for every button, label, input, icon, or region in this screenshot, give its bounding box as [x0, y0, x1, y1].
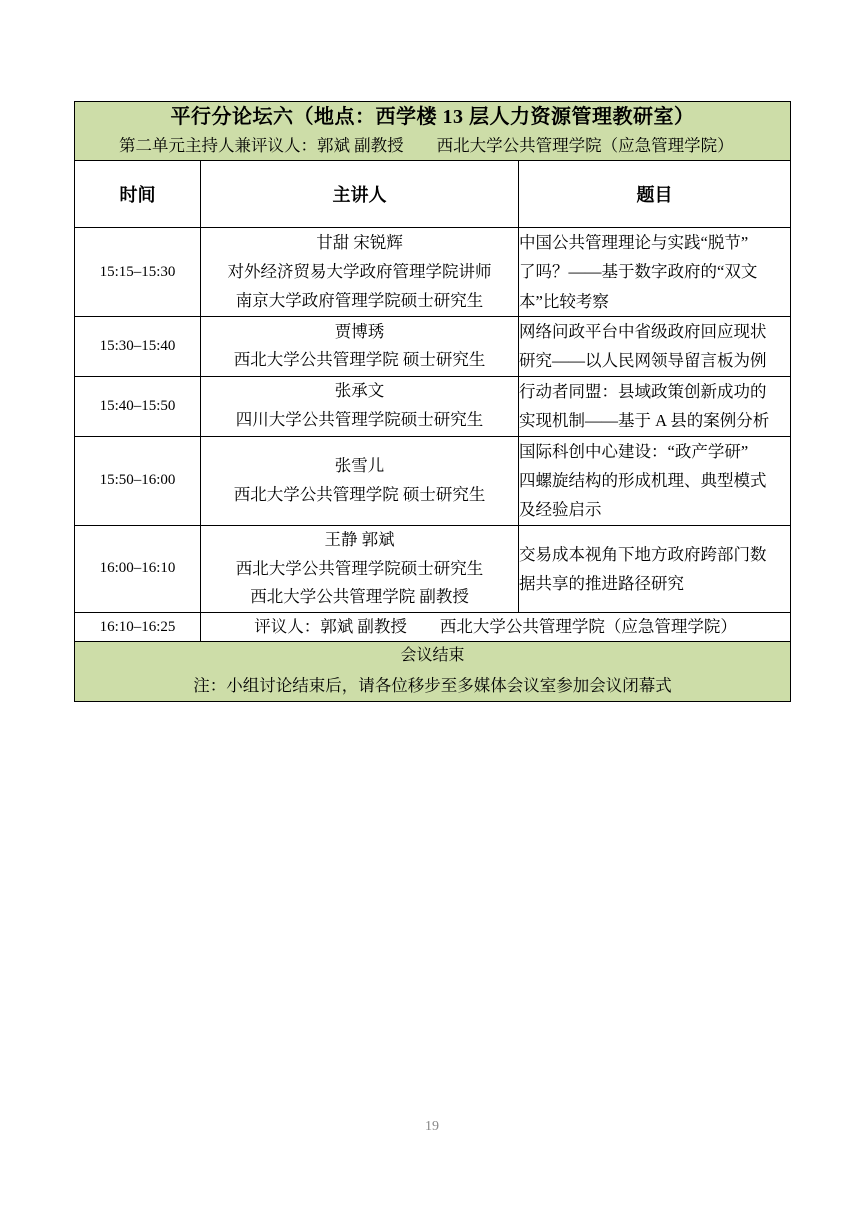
topic-line: 中国公共管理理论与实践“脱节”	[519, 233, 749, 253]
speaker-line: 四川大学公共管理学院硕士研究生	[235, 410, 484, 430]
topic-line: 本”比较考察	[519, 291, 609, 311]
speaker-line: 西北大学公共管理学院 副教授	[250, 587, 469, 607]
speaker-line: 王静 郭斌	[324, 529, 395, 549]
page-number: 19	[425, 1119, 439, 1134]
speaker-line: 对外经济贸易大学政府管理学院讲师	[227, 261, 492, 281]
session-time: 16:00–16:10	[75, 525, 201, 613]
session-time: 15:40–15:50	[75, 376, 201, 436]
column-header-topic: 题目	[519, 161, 791, 228]
speaker-line: 西北大学公共管理学院硕士研究生	[235, 558, 484, 578]
topic-line: 四螺旋结构的形成机理、典型模式	[519, 470, 767, 490]
topic-line: 网络问政平台中省级政府回应现状	[519, 322, 767, 342]
session-speaker	[201, 376, 519, 436]
footer-cell	[75, 642, 791, 701]
topic-line: 交易成本视角下地方政府跨部门数	[519, 544, 767, 564]
speaker-line: 南京大学政府管理学院硕士研究生	[235, 290, 484, 310]
column-header-speaker: 主讲人	[201, 161, 519, 228]
table-row	[75, 317, 791, 377]
session-time: 15:50–16:00	[75, 436, 201, 525]
topic-line: 国际科创中心建设：“政产学研”	[519, 441, 749, 461]
table-row-discussant	[75, 613, 791, 642]
session-topic	[519, 436, 791, 525]
session-topic	[519, 525, 791, 613]
forum-header-cell	[75, 102, 791, 161]
session-time: 15:15–15:30	[75, 228, 201, 317]
speaker-line: 西北大学公共管理学院 硕士研究生	[233, 484, 486, 504]
session-speaker	[201, 228, 519, 317]
table-row	[75, 525, 791, 613]
discussant-text: 评议人：郭斌 副教授 西北大学公共管理学院（应急管理学院）	[201, 613, 791, 642]
topic-line: 及经验启示	[519, 500, 602, 520]
topic-line: 行动者同盟：县域政策创新成功的	[519, 381, 767, 401]
speaker-line: 西北大学公共管理学院 硕士研究生	[233, 350, 486, 370]
speaker-line: 张承文	[334, 381, 385, 401]
session-speaker	[201, 525, 519, 613]
forum-schedule-table	[74, 101, 791, 702]
table-row	[75, 228, 791, 317]
session-speaker	[201, 317, 519, 377]
table-header-row	[75, 102, 791, 161]
column-header-row	[75, 161, 791, 228]
topic-line: 了吗？——基于数字政府的“双文	[519, 262, 758, 282]
table-row	[75, 436, 791, 525]
topic-line: 据共享的推进路径研究	[519, 573, 684, 593]
speaker-line: 张雪儿	[334, 455, 385, 475]
session-topic	[519, 376, 791, 436]
meeting-note: 注：小组讨论结束后，请各位移步至多媒体会议室参加会议闭幕式	[193, 676, 672, 696]
meeting-end-label: 会议结束	[400, 647, 465, 665]
forum-subtitle: 第二单元主持人兼评议人：郭斌 副教授 西北大学公共管理学院（应急管理学院）	[119, 136, 734, 155]
session-time: 16:10–16:25	[75, 613, 201, 642]
session-topic	[519, 317, 791, 377]
session-speaker	[201, 436, 519, 525]
column-header-time: 时间	[75, 161, 201, 228]
table-footer-row	[75, 642, 791, 701]
speaker-line: 甘甜 宋锐辉	[316, 232, 403, 252]
topic-line: 研究——以人民网领导留言板为例	[519, 351, 767, 371]
topic-line: 实现机制——基于 A 县的案例分析	[519, 411, 770, 431]
table-row	[75, 376, 791, 436]
session-topic	[519, 228, 791, 317]
forum-title: 平行分论坛六（地点：西学楼 13 层人力资源管理教研室）	[170, 106, 695, 128]
session-time: 15:30–15:40	[75, 317, 201, 377]
speaker-line: 贾博琇	[334, 321, 385, 341]
